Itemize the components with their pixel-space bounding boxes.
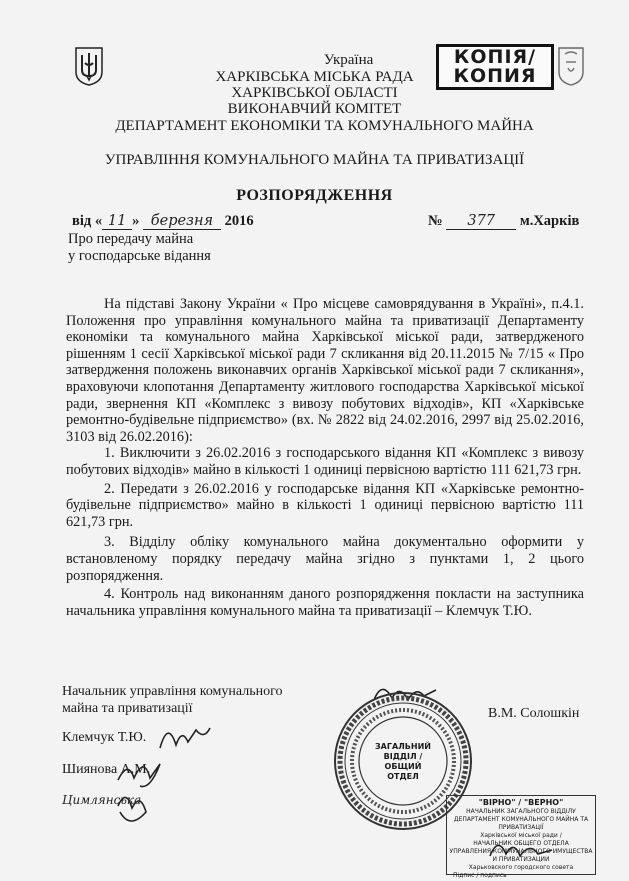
city: м.Харків — [519, 213, 580, 229]
round-stamp-center-2: ВІДДІЛ / — [383, 752, 423, 761]
date-month: березня — [143, 213, 221, 230]
verno-line-7: Харьковского городского совета — [468, 864, 574, 871]
number-label: № — [428, 213, 443, 229]
head-title-line-1: Начальник управління комунального — [62, 684, 283, 699]
approver-2: Шиянова А.М. — [62, 762, 151, 777]
header-region: ХАРКІВСЬКОЇ ОБЛАСТІ — [231, 85, 398, 101]
verno-line-5: НАЧАЛЬНИК ОБЩЕГО ОТДЕЛА — [473, 840, 569, 847]
verno-signature — [486, 832, 556, 868]
head-name: В.М. Солошкін — [488, 706, 580, 721]
document-title: РОЗПОРЯДЖЕННЯ — [236, 187, 393, 204]
verno-line-6: УПРАВЛЕНИЯ КОММУНАЛЬНОГО ИМУЩЕСТВА И ПРИВАТИЗАЦИИ — [449, 848, 593, 863]
header-country: Україна — [323, 52, 374, 68]
signature-tsymlianska — [118, 797, 146, 821]
paragraph-item-4: 4. Контроль над виконанням даного розпорядження покласти на заступника начальника управління комунального майна та приватизації – Клемчук Т.Ю. — [66, 586, 584, 619]
header-division: УПРАВЛІННЯ КОМУНАЛЬНОГО МАЙНА ТА ПРИВАТИЗАЦІЇ — [104, 152, 525, 168]
header-committee: ВИКОНАВЧИЙ КОМІТЕТ — [227, 101, 402, 117]
header-council: ХАРКІВСЬКА МІСЬКА РАДА — [215, 69, 414, 85]
subject-line-1: Про передачу майна — [68, 231, 194, 247]
verno-line-1: "ВІРНО" / "ВЕРНО" — [478, 798, 564, 807]
date-day: 11 — [102, 213, 132, 230]
head-title-line-2: майна та приватизації — [62, 701, 193, 716]
signature-shyianova — [118, 764, 160, 787]
verno-line-2: НАЧАЛЬНИК ЗАГАЛЬНОГО ВІДДІЛУ — [466, 808, 576, 815]
date-mid: » — [132, 213, 140, 229]
paragraph-item-2: 2. Передати з 26.02.2016 у господарське відання КП «Харківське ремонтно-будівельне підприємство» майно в кількості 1 одиниці первісною вартістю 111 621,73 грн. — [66, 480, 584, 530]
verno-line-3: ДЕПАРТАМЕНТ КОМУНАЛЬНОГО МАЙНА ТА ПРИВАТИЗАЦІЇ — [453, 816, 589, 831]
approver-1: Клемчук Т.Ю. — [62, 730, 147, 745]
paragraph-intro: На підставі Закону України « Про місцеве самоврядування в Україні», п.4.1. Положення про управління комунального майна та приватизації Департаменту економіки та комунального майна Харківської міської ради, затвердженого рішенням 1 сесії Харківської міської ради 7 скликання від 20.11.2015 № 7/15 « Про затвердження положень виконавчих органів Харківської міської ради 7 скликання», враховуючи клопотання Департаменту житлового господарства Харківської міської ради, звернення КП «Комплекс з вивозу побутових відходів», КП «Харківське ремонтно-будівельне підприємство» (вх. № 2822 від 24.02.2016, 2997 від 25.02.2016, 3103 від 26.02.2016): — [66, 296, 584, 445]
date-year: 2016 — [224, 213, 254, 229]
date-prefix: від « — [72, 213, 103, 229]
verno-line-8: Підпис / подпись — [453, 872, 507, 879]
copy-stamp-line2: КОПИЯ — [453, 65, 537, 87]
paragraph-item-1: 1. Виключити з 26.02.2016 з господарського відання КП «Комплекс з вивозу побутових відходів» майно в кількості 1 одиниці первісною вартістю 111 621,73 грн. — [66, 445, 584, 478]
signature-klemchuk — [160, 728, 210, 748]
paragraph-item-3: 3. Відділу обліку комунального майна документально оформити у встановленому порядку передачу майна згідно з пунктами 1, 2 цього розпорядження. — [66, 534, 584, 584]
round-stamp-center-1: ЗАГАЛЬНИЙ — [375, 742, 431, 751]
document-number: 377 — [446, 213, 516, 230]
header-department: ДЕПАРТАМЕНТ ЕКОНОМІКИ ТА КОМУНАЛЬНОГО МАЙНА — [115, 118, 534, 134]
verno-line-4: Харківської міської ради / — [480, 832, 562, 839]
round-stamp-center-3: ОБЩИЙ ОТДЕЛ — [384, 762, 422, 781]
copy-stamp-line1: КОПІЯ/ — [453, 46, 537, 68]
subject-line-2: у господарське відання — [68, 248, 211, 264]
approver-3-handwritten: Цимлянська — [62, 793, 142, 807]
